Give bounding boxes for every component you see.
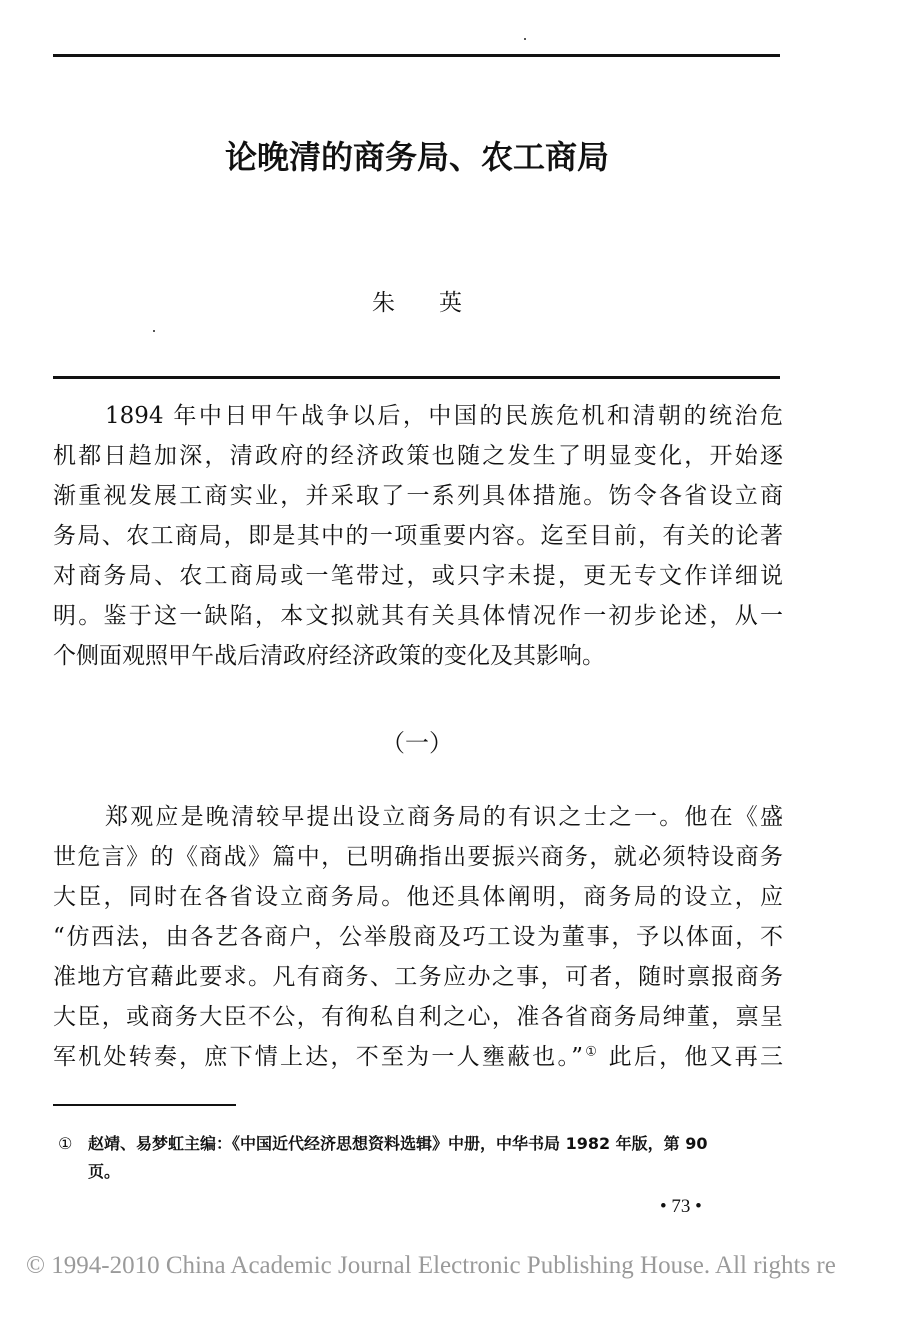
text-line: 渐重视发展工商实业，并采取了一系列具体措施。饬令各省设立商 — [53, 483, 783, 509]
footnote-divider — [53, 1104, 236, 1106]
text-line: 明。鉴于这一缺陷，本文拟就其有关具体情况作一初步论述，从一 — [53, 603, 783, 629]
footnote-text: 赵靖、易梦虹主编：《中国近代经济思想资料选辑》中册，中华书局 1982 年版，第 90 — [88, 1134, 708, 1153]
author-surname: 朱 — [372, 290, 395, 316]
page-number: • 73 • — [660, 1196, 702, 1217]
footnote-line — [58, 1130, 788, 1158]
text-line: 1894 年中日甲午战争以后，中国的民族危机和清朝的统治危 — [105, 403, 783, 429]
scan-speck — [153, 330, 155, 332]
section-paragraph — [53, 797, 783, 1077]
intro-paragraph — [53, 396, 783, 676]
text-line: 机都日趋加深，清政府的经济政策也随之发生了明显变化，开始逐 — [53, 443, 783, 469]
footnote-line: 页。 — [88, 1162, 121, 1181]
top-rule — [53, 54, 780, 57]
section-heading: （一） — [381, 729, 453, 757]
article-title: 论晚清的商务局、农工商局 — [224, 138, 609, 176]
text-line: “仿西法，由各艺各商户，公举殷商及巧工设为董事，予以体面，不 — [53, 924, 783, 950]
text-line: 对商务局、农工商局或一笔带过，或只字未提，更无专文作详细说 — [53, 563, 783, 589]
text-line: 世危言》的《商战》篇中，已明确指出要振兴商务，就必须特设商务 — [53, 844, 783, 870]
text-line: 准地方官藉此要求。凡有商务、工务应办之事，可者，随时禀报商务 — [53, 964, 783, 990]
author-given-name: 英 — [439, 290, 462, 316]
author-name — [0, 284, 834, 317]
text-segment: 此后，他又再三 — [599, 1044, 783, 1070]
text-line — [53, 1037, 783, 1077]
text-line: 务局、农工商局，即是其中的一项重要内容。迄至目前，有关的论著 — [53, 523, 783, 549]
text-segment: 军机处转奏，庶下情上达，不至为一人壅蔽也。” — [53, 1044, 583, 1070]
scan-speck — [524, 38, 526, 40]
footnote-marker: ① — [58, 1134, 73, 1153]
header-divider — [53, 376, 780, 379]
text-line: 大臣，或商务大臣不公，有徇私自利之心，准各省商务局绅董，禀呈 — [53, 1004, 783, 1030]
footnote-reference[interactable]: ① — [583, 1044, 600, 1060]
text-line: 大臣，同时在各省设立商务局。他还具体阐明，商务局的设立，应 — [53, 884, 783, 910]
text-line: 个侧面观照甲午战后清政府经济政策的变化及其影响。 — [53, 643, 605, 669]
text-line: 郑观应是晚清较早提出设立商务局的有识之士之一。他在《盛 — [105, 804, 783, 830]
footnote — [58, 1130, 788, 1186]
copyright-watermark: © 1994-2010 China Academic Journal Electronic Publishing House. All rights re — [26, 1252, 836, 1279]
